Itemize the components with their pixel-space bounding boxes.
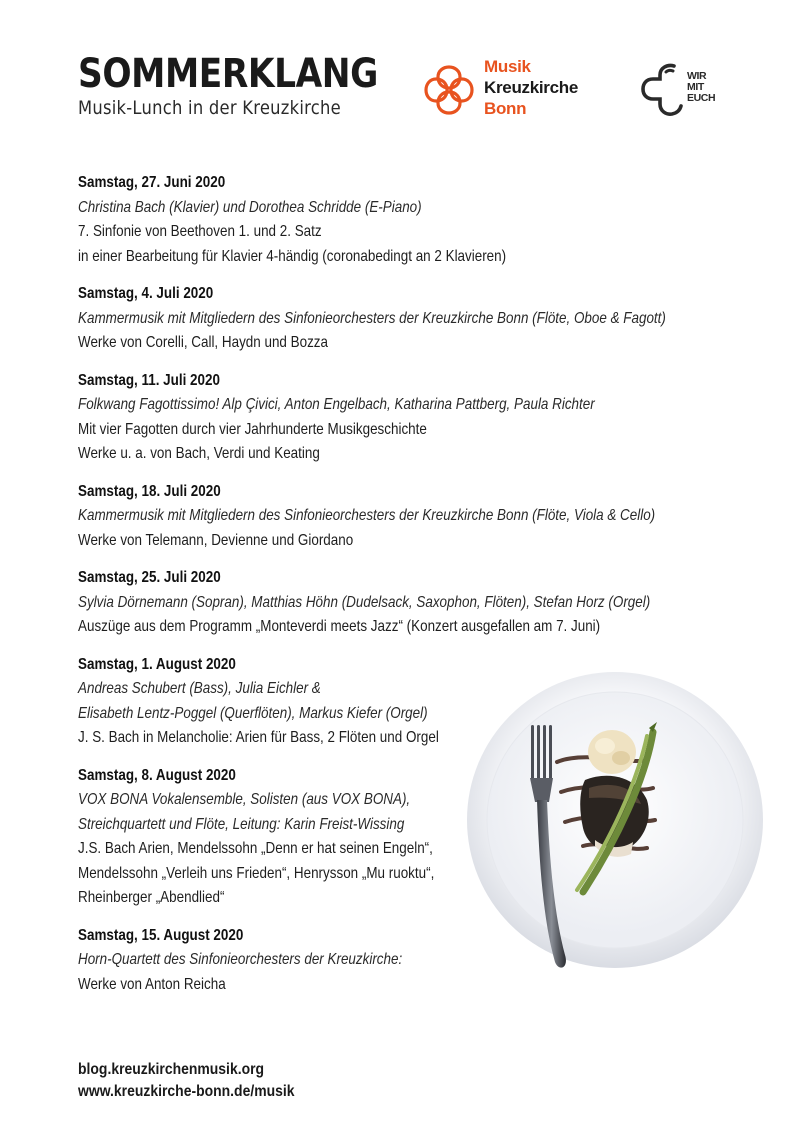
event-performers: VOX BONA Vokalensemble, Solisten (aus VOX BONA), (78, 791, 411, 808)
event-program: Auszüge aus dem Programm „Monteverdi meets Jazz“ (Konzert ausgefallen am 7. Juni) (78, 618, 601, 635)
event-program: Werke von Corelli, Call, Haydn und Bozza (78, 334, 329, 351)
event-date: Samstag, 15. August 2020 (78, 926, 244, 944)
event-program: Mit vier Fagotten durch vier Jahrhunderte Musikgeschichte (78, 420, 427, 438)
event-item (78, 566, 758, 640)
musik-kreuzkirche-logo (421, 56, 591, 122)
event-item (78, 653, 758, 751)
event-program: J. S. Bach in Melancholie: Arien für Bass, 2 Flöten und Orgel (78, 729, 439, 746)
event-performers: Kammermusik mit Mitgliedern des Sinfonieorchesters der Kreuzkirche Bonn (Flöte, Viola & Cello) (78, 507, 656, 524)
logo-line-euch: EUCH (687, 92, 716, 104)
logo-line-bonn: Bonn (484, 99, 527, 118)
footer (78, 1059, 319, 1103)
event-program: Werke u. a. von Bach, Verdi und Keating (78, 445, 320, 462)
event-date: Samstag, 27. Juni 2020 (78, 174, 226, 191)
event-item (78, 171, 758, 269)
event-program: 7. Sinfonie von Beethoven 1. und 2. Satz (78, 223, 322, 240)
page-subtitle: Musik-Lunch in der Kreuzkirche (78, 97, 341, 119)
event-program: Werke von Anton Reicha (78, 975, 226, 993)
page-title: SOMMERKLANG (78, 51, 378, 97)
event-date: Samstag, 1. August 2020 (78, 655, 236, 673)
logo-line-musik: Musik (484, 57, 531, 76)
event-item (78, 480, 758, 554)
event-date: Samstag, 25. Juli 2020 (78, 569, 221, 586)
event-list (78, 171, 758, 1010)
event-performers: Kammermusik mit Mitgliedern des Sinfonieorchesters der Kreuzkirche Bonn (Flöte, Oboe & Fagott) (78, 309, 666, 327)
event-item (78, 924, 758, 998)
wir-mit-euch-logo (640, 58, 720, 120)
event-performers: Elisabeth Lentz-Poggel (Querflöten), Markus Kiefer (Orgel) (78, 704, 428, 722)
event-item (78, 369, 758, 467)
cross-clover-icon (421, 62, 477, 118)
event-performers: Streichquartett und Flöte, Leitung: Karin Freist-Wissing (78, 815, 405, 833)
logo-line-kreuzkirche: Kreuzkirche (484, 78, 579, 97)
website-link[interactable]: www.kreuzkirche-bonn.de/musik (78, 1083, 295, 1100)
logo-line-mit: MIT (687, 81, 704, 93)
event-performers: Horn-Quartett des Sinfonieorchesters der Kreuzkirche: (78, 951, 403, 968)
event-program: in einer Bearbeitung für Klavier 4-händig (coronabedingt an 2 Klavieren) (78, 247, 507, 265)
event-performers: Christina Bach (Klavier) und Dorothea Schridde (E-Piano) (78, 198, 422, 216)
event-performers: Andreas Schubert (Bass), Julia Eichler & (78, 680, 321, 697)
event-date: Samstag, 18. Juli 2020 (78, 482, 221, 500)
event-program: Rheinberger „Abendlied“ (78, 889, 225, 906)
event-date: Samstag, 4. Juli 2020 (78, 285, 214, 302)
event-item (78, 764, 758, 911)
event-program: J.S. Bach Arien, Mendelssohn „Denn er hat seinen Engeln“, (78, 840, 433, 857)
event-program: Mendelssohn „Verleih uns Frieden“, Henrysson „Mu ruoktu“, (78, 864, 435, 882)
blog-link[interactable]: blog.kreuzkirchenmusik.org (78, 1061, 265, 1078)
event-item (78, 282, 758, 356)
event-performers: Folkwang Fagottissimo! Alp Çivici, Anton Engelbach, Katharina Pattberg, Paula Richter (78, 396, 595, 413)
event-performers: Sylvia Dörnemann (Sopran), Matthias Höhn (Dudelsack, Saxophon, Flöten), Stefan Horz (Orgel) (78, 593, 651, 611)
logo-line-wir: WIR (687, 70, 707, 82)
event-date: Samstag, 11. Juli 2020 (78, 371, 220, 389)
event-date: Samstag, 8. August 2020 (78, 766, 236, 784)
event-program: Werke von Telemann, Devienne und Giordano (78, 531, 354, 549)
